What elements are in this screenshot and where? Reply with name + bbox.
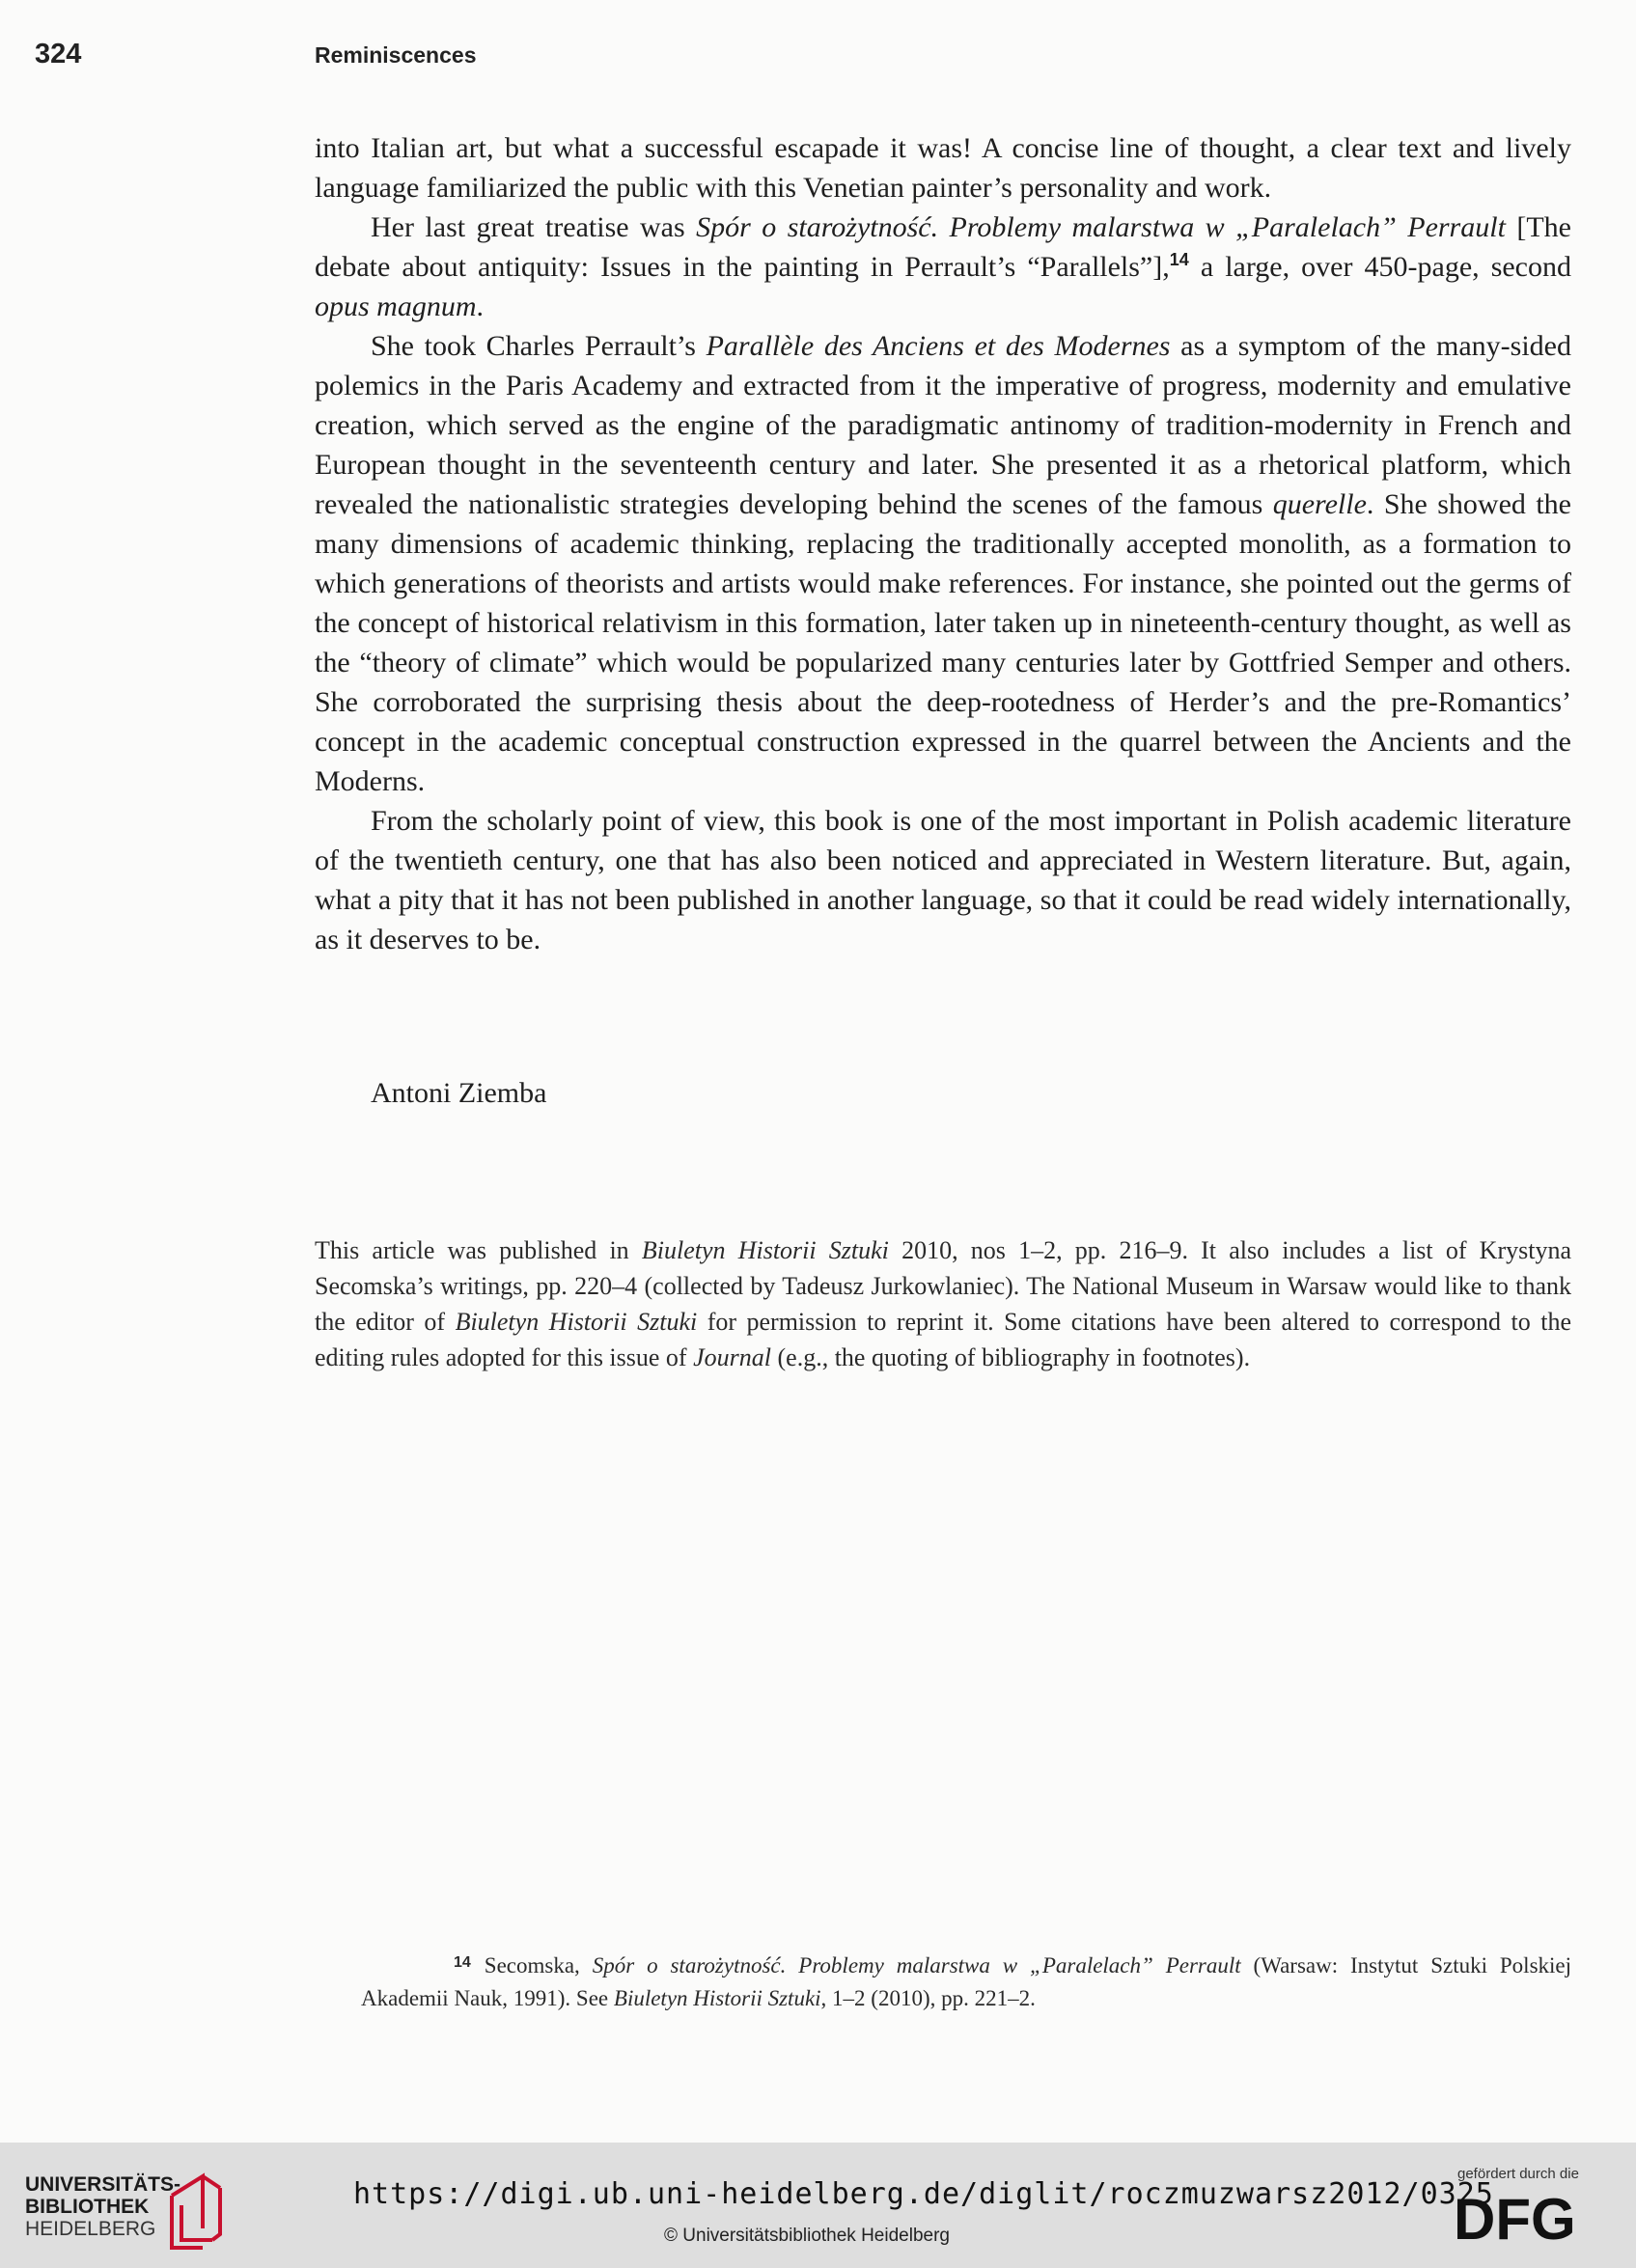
page-number: 324 (35, 39, 82, 69)
publication-note: This article was published in Biuletyn Historii Sztuki 2010, nos 1–2, pp. 216–9. It also includes a list of Krystyna Secomska’s writings, pp. 220–4 (collected by Tadeusz Jurkowlaniec). The National Museum in Warsaw would like to thank the editor of Biuletyn Historii Sztuki for permission to reprint it. Some citations have been altered to correspond to the editing rules adopted for this issue of Journal (e.g., the quoting of bibliography in footnotes). (315, 1236, 1571, 1371)
dfg-logo-icon[interactable] (1454, 2189, 1608, 2247)
paragraph-3: She took Charles Perrault’s Parallèle des Anciens et des Modernes as a symptom of the many-sided polemics in the Paris Academy and extracted from it the imperative of progress, modernity and emulative creation, which served as the engine of the paradigmatic antinomy of tradition-modernity in French and European thought in the seventeenth century and later. She presented it as a rhetorical platform, which revealed the nationalistic strategies developing behind the scenes of the famous querelle. She showed the many dimensions of academic thinking, replacing the traditionally accepted monolith, as a formation to which generations of theorists and artists would make references. For instance, she pointed out the germs of the concept of historical relativism in this formation, later taken up in nineteenth-century thought, as well as the “theory of climate” which would be popularized many centuries later by Gottfried Semper and others. She corroborated the surprising thesis about the deep-rootedness of Herder’s and the pre-Romantics’ concept in the academic conceptual construction expressed in the quarrel between the Ancients and the Moderns. (315, 330, 1571, 797)
footnote-14: $^{14}$ Secomska, Spór o starożytność. Problemy malarstwa w „Paralelach” Perrault (Warsaw: Instytut Sztuki Polskiej Akademii Nauk, 1991). See Biuletyn Historii Sztuki, 1–2 (2010), pp. 221–2. (361, 1953, 1572, 2010)
permalink[interactable]: https://digi.ub.uni-heidelberg.de/diglit/roczmuzwarsz2012/0325 (353, 2177, 1494, 2211)
library-name[interactable]: UNIVERSITÄTS- BIBLIOTHEK HEIDELBERG (25, 2173, 181, 2240)
article-body (315, 128, 1571, 959)
paragraph-4: From the scholarly point of view, this book is one of the most important in Polish academic literature of the twentieth century, one that has also been noticed and appreciated in Western literature. But, again, what a pity that it has not been published in another language, so that it could be read widely internationally, as it deserves to be. (315, 805, 1571, 955)
paragraph-1: into Italian art, but what a successful escapade it was! A concise line of thought, a clear text and lively language familiarized the public with this Venetian painter’s personality and work. (315, 132, 1571, 204)
author-signature: Antoni Ziemba (371, 1077, 547, 1109)
footnote-ref[interactable]: 14 (1169, 250, 1189, 269)
svg-text:DFG: DFG (1454, 2189, 1576, 2247)
footnote-number: 14 (454, 1954, 471, 1971)
paragraph-2: Her last great treatise was Spór o starożytność. Problemy malarstwa w „Paralelach” Perrault [The debate about antiquity: Issues in the painting in Perrault’s “Parallels”],$^{14}$ a large, over 450-page, second opus magnum. (315, 211, 1571, 322)
running-head: Reminiscences (315, 42, 477, 68)
library-logo-icon[interactable] (164, 2167, 228, 2254)
book-title: Spór o starożytność. Problemy malarstwa w „Paralelach” Perrault (696, 211, 1506, 243)
funding-caption: gefördert durch die (1457, 2166, 1579, 2182)
copyright-notice: © Universitätsbibliothek Heidelberg (664, 2226, 950, 2246)
